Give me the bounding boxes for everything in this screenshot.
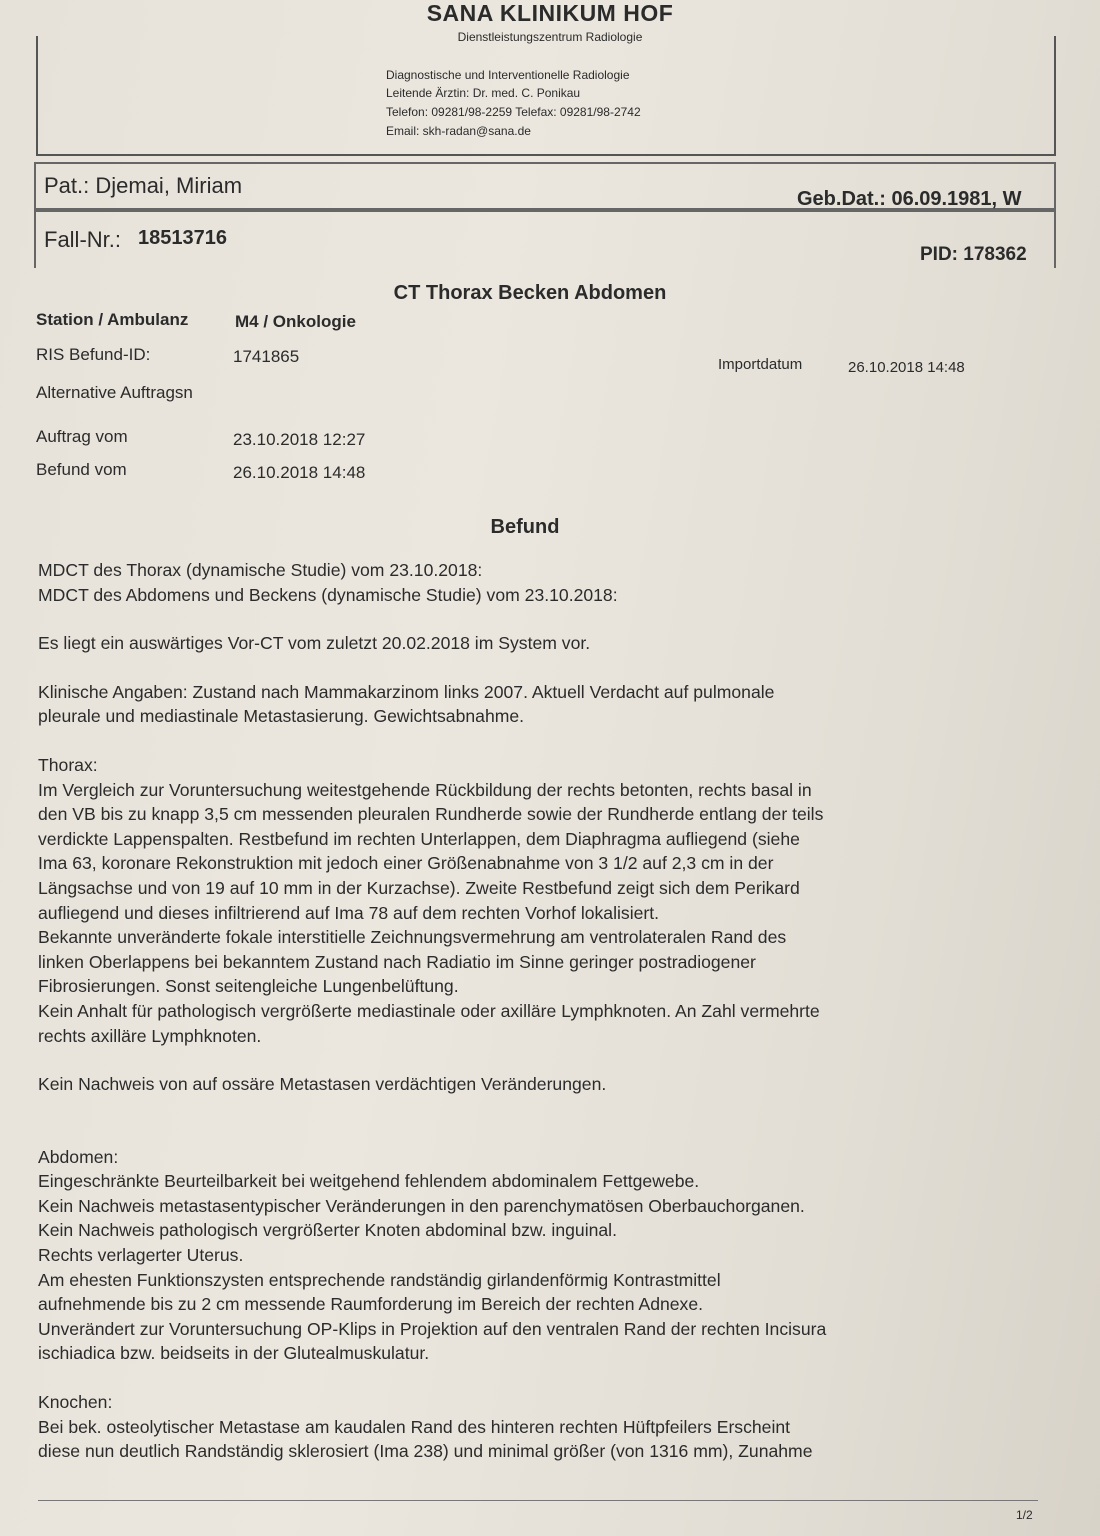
center-name: Dienstleistungszentrum Radiologie [457,30,643,44]
report-line: Knochen: [38,1392,113,1413]
report-line: rechts axilläre Lymphknoten. [38,1025,262,1046]
report-line: Kein Nachweis von auf ossäre Metastasen verdächtigen Veränderungen. [38,1074,607,1095]
report-body [38,558,1038,1464]
department: Diagnostische und Interventionelle Radiologie [386,68,630,82]
import-label: Importdatum [718,356,803,373]
report-line: Fibrosierungen. Sonst seitengleiche Lungenbelüftung. [38,976,459,997]
station-label: Station / Ambulanz [36,310,189,329]
report-line: Kein Anhalt für pathologisch vergrößerte mediastinale oder axilläre Lymphknoten. An Zahl vermehrte [38,1000,820,1021]
import-value: 26.10.2018 14:48 [848,359,965,376]
report-line: Eingeschränkte Beurteilbarkeit bei weitgehend fehlendem abdominalem Fettgewebe. [38,1171,700,1192]
report-line: Klinische Angaben: Zustand nach Mammakarzinom links 2007. Aktuell Verdacht auf pulmonale [38,681,775,702]
ris-label: RIS Befund-ID: [36,345,151,364]
footer-rule [38,1500,1038,1501]
report-line: ischiadica bzw. beidseits in der Glutealmuskulatur. [38,1343,430,1364]
head-physician: Leitende Ärztin: Dr. med. C. Ponikau [386,86,581,100]
report-line: Bei bek. osteolytischer Metastase am kaudalen Rand des hinteren rechten Hüftpfeilers Erscheint [38,1416,791,1437]
report-line: linken Oberlappens bei bekanntem Zustand nach Radiatio im Sinne geringer postradiogener [38,951,756,972]
report-line: Rechts verlagerter Uterus. [38,1245,244,1266]
page-number: 1/2 [1016,1508,1033,1522]
order-label: Auftrag vom [36,427,128,446]
report-line: Kein Nachweis metastasentypischer Veränderungen in den parenchymatösen Oberbauchorganen. [38,1195,805,1216]
case-number: 18513716 [138,227,227,249]
station-value: M4 / Onkologie [235,312,356,331]
report-line: Längsachse und von 19 auf 10 mm in der Kurzachse). Zweite Restbefund zeigt sich dem Perikard [38,877,800,898]
report-line: aufnehmende bis zu 2 cm messende Raumforderung im Bereich der rechten Adnexe. [38,1294,704,1315]
report-line: Thorax: [38,754,98,775]
patient-name: Pat.: Djemai, Miriam [44,173,243,198]
report-line: Bekannte unveränderte fokale interstitielle Zeichnungsvermehrung am ventrolateralen Rand des [38,927,787,948]
report-line: Kein Nachweis pathologisch vergrößerter Knoten abdominal bzw. inguinal. [38,1220,617,1241]
exam-title: CT Thorax Becken Abdomen [393,282,667,304]
report-line: MDCT des Abdomens und Beckens (dynamische Studie) vom 23.10.2018: [38,584,618,605]
finding-date-value: 26.10.2018 14:48 [233,463,366,482]
email: Email: skh-radan@sana.de [386,124,531,138]
report-line: Ima 63, koronare Rekonstruktion mit jedoch einer Größenabnahme von 3 1/2 auf 2,3 cm in der [38,853,774,874]
phone-fax: Telefon: 09281/98-2259 Telefax: 09281/98-2742 [386,105,641,119]
report-line: aufliegend und dieses infiltrierend auf Ima 78 auf dem rechten Vorhof lokalisiert. [38,902,660,923]
patient-dob: Geb.Dat.: 06.09.1981, W [797,188,1022,210]
report-line: Abdomen: [38,1146,119,1167]
report-line: Unverändert zur Voruntersuchung OP-Klips in Projektion auf den ventralen Rand der rechten Incisura [38,1318,827,1339]
finding-date-label: Befund vom [36,460,127,479]
report-line: MDCT des Thorax (dynamische Studie) vom 23.10.2018: [38,560,483,580]
report-heading: Befund [490,516,560,538]
report-line: diese nun deutlich Randständig sklerosiert (Ima 238) und minimal größer (von 1316 mm), Zunahme [38,1441,813,1462]
report-line: Am ehesten Funktionszysten entsprechende randständig girlandenförmig Kontrastmittel [38,1269,721,1290]
report-line: Es liegt ein auswärtiges Vor-CT vom zuletzt 20.02.2018 im System vor. [38,633,591,654]
report-line: den VB bis zu knapp 3,5 cm messenden pleuralen Rundherde sowie der Rundherde entlang der teils [38,804,824,825]
report-line: pleurale und mediastinale Metastasierung. Gewichtsabnahme. [38,706,525,727]
ris-value: 1741865 [233,347,300,366]
report-line: Im Vergleich zur Voruntersuchung weitestgehende Rückbildung der rechts betonten, rechts basal in [38,779,812,800]
alt-order-label: Alternative Auftragsn [36,383,193,402]
report-line: verdickte Lappenspalten. Restbefund im rechten Unterlappen, dem Diaphragma aufliegend (siehe [38,828,800,849]
case-label: Fall-Nr.: [44,227,121,252]
order-value: 23.10.2018 12:27 [233,430,366,449]
clinic-name: SANA KLINIKUM HOF [426,0,674,26]
pid: PID: 178362 [920,244,1027,265]
